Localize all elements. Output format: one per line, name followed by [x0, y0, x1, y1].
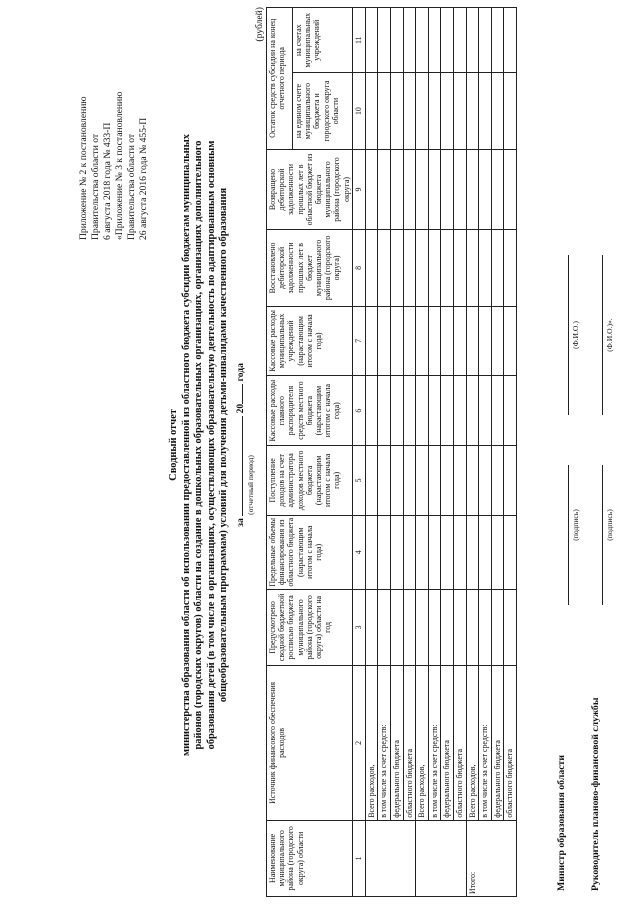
minister-sign-note: (подпись) [571, 509, 580, 541]
period-za: за [235, 518, 246, 527]
table-row [428, 8, 441, 897]
row-label: областного бюджета [504, 666, 517, 821]
header-district: Наименование муниципального района (городского округа) области [267, 820, 353, 896]
table-row [416, 8, 429, 897]
title-line-2: районов (городских округов) области на создание в дошкольных образовательных организациях, организациях дополнительного [193, 140, 204, 750]
district-cell [365, 820, 415, 896]
minister-fio-note: (Ф.И.О.) [571, 321, 580, 349]
head-fio-line [602, 255, 603, 415]
col-number: 1 [352, 820, 365, 896]
col-number: 8 [352, 230, 365, 306]
table-row [378, 8, 391, 897]
row-label: федерального бюджета [491, 666, 504, 821]
head-finance-label: Руководитель планово-финансовой службы [590, 697, 601, 891]
header-balance-group: Остаток средств субсидии на конец отчетного периода [267, 8, 293, 150]
row-label: федерального бюджета [441, 666, 454, 821]
appendix-block [78, 10, 150, 240]
title-main: Сводный отчет [168, 409, 179, 481]
header-cash-inst: Кассовые расходы муниципальных учреждений (нарастающим итогом с начала года) [267, 306, 353, 376]
col-number: 11 [352, 8, 365, 73]
table-row [391, 8, 404, 897]
title-line-3: образования детей (в том числе в организациях, осуществляющих образовательную деятельность по адаптированным основным [205, 140, 217, 750]
period-note: (отчетный период) [246, 455, 255, 515]
table-row [365, 8, 378, 897]
row-label: областного бюджета [453, 666, 466, 821]
header-limits: Предельные объемы финансирования из областного бюджета (нарастающим итогом с начала года) [267, 515, 353, 589]
header-planned: Предусмотрено сводной бюджетной росписью бюджета муниципального района (городского округа) области на год [267, 589, 353, 665]
header-restored: Восстановлено дебиторской задолженности прошлых лет в бюджет муниципального района (городского округа) [267, 230, 353, 306]
report-table [266, 7, 517, 897]
row-label: Всего расходов, [416, 666, 429, 821]
units-label: (рублей) [254, 7, 265, 42]
col-number: 3 [352, 589, 365, 665]
title-line-1: министерства образования области об использовании предоставленной из областного бюджета субсидии бюджетам муниципальных [180, 134, 192, 756]
table-row [479, 8, 492, 897]
appendix-line-6: 26 августа 2016 года № 455-П [138, 117, 149, 240]
period-year-suffix: года [235, 363, 246, 382]
row-label: Всего расходов, [365, 666, 378, 821]
minister-label: Министр образования области [556, 754, 567, 891]
header-row-1 [267, 8, 293, 897]
table-row [403, 8, 416, 897]
table-row [441, 8, 454, 897]
period-line [232, 285, 246, 605]
appendix-line-1: Приложение № 2 к постановлению [78, 96, 89, 240]
table-row [466, 8, 479, 897]
row-label: федерального бюджета [391, 666, 404, 821]
total-label: Итого: [466, 820, 516, 896]
district-cell [416, 820, 466, 896]
year-field [232, 384, 243, 404]
header-balance-inst: на счетах муниципальных учреждений [293, 8, 353, 73]
row-label: в том числе за счет средств: [479, 666, 492, 821]
col-number: 5 [352, 446, 365, 516]
head-fio-note: (Ф.И.О.)». [605, 318, 614, 352]
minister-fio-line [568, 255, 569, 415]
header-source: Источник финансового обеспечения расходов [267, 666, 353, 821]
head-sign-line [602, 465, 603, 605]
header-returned: Возвращено дебиторской задолженности прошлых лет в областной бюджет из бюджета муниципального района (городского округа) [267, 149, 353, 230]
col-number: 2 [352, 666, 365, 821]
table-row [504, 8, 517, 897]
col-number: 9 [352, 149, 365, 230]
col-number: 10 [352, 73, 365, 149]
col-number: 4 [352, 515, 365, 589]
row-label: в том числе за счет средств: [428, 666, 441, 821]
appendix-line-5: Правительства области от [126, 133, 137, 240]
column-numbers-row [352, 8, 365, 897]
col-number: 6 [352, 376, 365, 446]
appendix-line-3: 6 августа 2018 года № 433-П [102, 122, 113, 240]
period-field [232, 416, 243, 516]
appendix-line-4: «Приложение № 3 к постановлению [114, 91, 125, 240]
col-number: 7 [352, 306, 365, 376]
minister-sign-line [568, 465, 569, 605]
header-cash-main: Кассовые расходы главного распорядителя средств местного бюджета (нарастающим итогом с начала года) [267, 376, 353, 446]
report-title [168, 105, 231, 785]
header-revenue: Поступление доходов на счет администратора доходов местного бюджета (нарастающим итогом с начала года) [267, 446, 353, 516]
row-label: в том числе за счет средств: [378, 666, 391, 821]
row-label: Всего расходов, [466, 666, 479, 821]
period-year-prefix: 20 [235, 403, 246, 414]
row-label: областного бюджета [403, 666, 416, 821]
appendix-line-2: Правительства области от [90, 133, 101, 240]
header-balance-single: на едином счете муниципального бюджета и городского округа области [293, 73, 353, 149]
table-row [453, 8, 466, 897]
head-sign-note: (подпись) [605, 509, 614, 541]
table-row [491, 8, 504, 897]
title-line-4: общеобразовательным программам) условий для получения детьми-инвалидами качественного образования [218, 187, 229, 703]
